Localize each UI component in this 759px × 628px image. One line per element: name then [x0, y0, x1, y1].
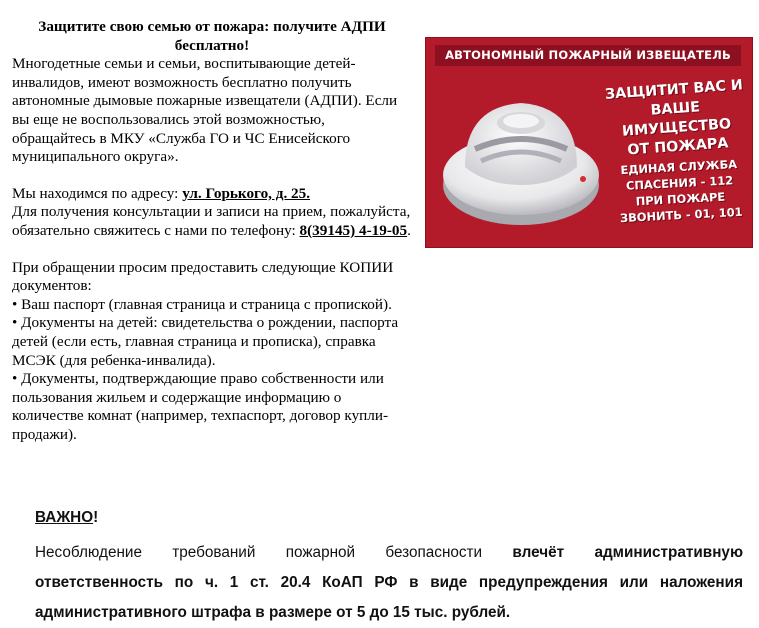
phone-suffix: . [407, 221, 411, 239]
address-value: ул. Горького, д. 25. [182, 184, 311, 202]
important-body-bold: влечёт административную ответственность по ч. 1 ст. 20.4 КоАП РФ в виде предупреждения или наложения административного штрафа в размере от 5 до 15 тыс. рублей. [35, 544, 744, 621]
smoke-detector-icon [435, 67, 615, 247]
banner-slogan [600, 76, 753, 162]
important-title-suffix: ! [93, 509, 99, 526]
banner-header: АВТОНОМНЫЙ ПОЖАРНЫЙ ИЗВЕЩАТЕЛЬ [435, 45, 741, 66]
doc-item-property: • Документы, подтверждающие право собственности или пользования жильем и содержащие информацию о количестве комнат (например, техпаспорт, договор купли-продажи). [12, 370, 389, 443]
address-prefix: Мы находимся по адресу: [12, 184, 183, 202]
doc-item-passport: • Ваш паспорт (главная страница и страница с пропиской). [12, 295, 392, 313]
important-title [35, 508, 743, 528]
rescue-line: ЗВОНИТЬ - 01, 101 [619, 204, 743, 226]
rescue-line: ПРИ ПОЖАРЕ [635, 189, 726, 209]
smoke-detector-banner [425, 37, 753, 248]
rescue-line: СПАСЕНИЯ - 112 [625, 173, 734, 193]
doc-item-children: • Документы на детей: свидетельства о рождении, паспорта детей (если есть, главная страница и прописка), справка МСЭК (для ребенка-инвалида). [12, 314, 399, 369]
phone-number: 8(39145) 4-19-05 [299, 221, 408, 239]
slogan-line: ЗАЩИТИТ ВАС И [604, 77, 744, 103]
important-body [35, 538, 743, 628]
page-title: Защитите свою семью от пожара: получите АДПИ бесплатно! [38, 18, 386, 54]
rescue-line: ЕДИНАЯ СЛУЖБА [620, 156, 738, 178]
slogan-line: ВАШЕ ИМУЩЕСТВО [621, 99, 732, 140]
important-notice [35, 508, 743, 628]
rescue-info [608, 155, 751, 226]
slogan-line: ОТ ПОЖАРА [626, 135, 729, 159]
address-paragraph [12, 185, 412, 204]
important-body-plain: Несоблюдение требований пожарной безопасности [35, 544, 513, 561]
consult-text: Для получения консультации и записи на прием, пожалуйста, обязательно свяжитесь с нами по телефону: [12, 203, 411, 239]
info-column [12, 18, 412, 444]
important-title-text: ВАЖНО [35, 509, 94, 526]
consult-paragraph [12, 203, 412, 240]
docs-intro: При обращении просим предоставить следующие КОПИИ документов: [12, 258, 394, 295]
intro-paragraph: Многодетные семьи и семьи, воспитывающие детей-инвалидов, имеют возможность бесплатно получить автономные дымовые пожарные извещатели (АДПИ). Если вы еще не воспользовались этой возможностью, обращайтесь в МКУ «Служба ГО и ЧС Енисейского муниципального округа». [12, 55, 398, 166]
